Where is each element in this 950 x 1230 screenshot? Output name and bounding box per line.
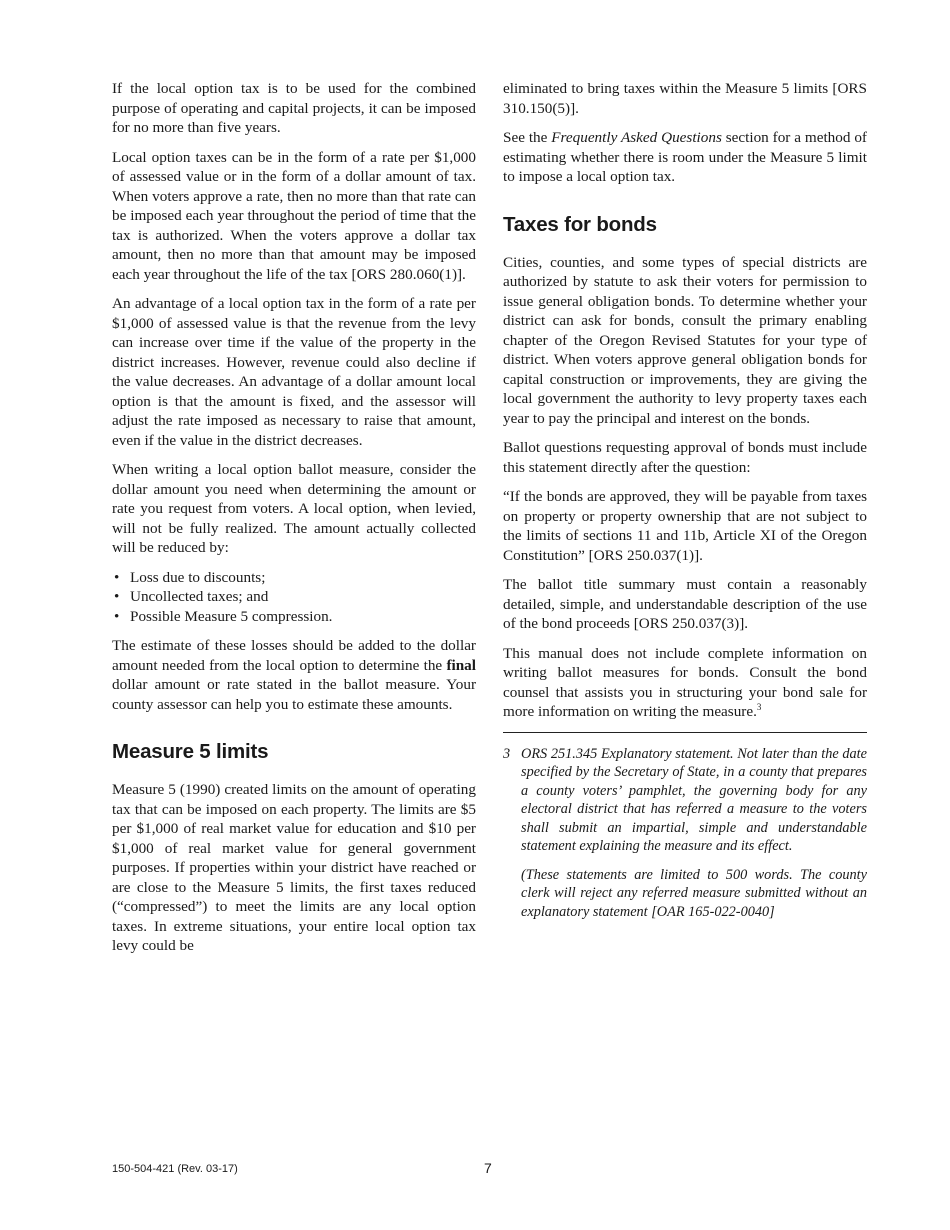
paragraph: The ballot title summary must contain a reasonably detailed, simple, and understandable description of the use of the bond proceeds [ORS 250.037(3)]. [503, 576, 867, 632]
section-heading-taxes-for-bonds: Taxes for bonds [503, 212, 657, 236]
text-run: This manual does not include complete information on writing ballot measures for bonds. Consult the bond counsel that assists you in structuring your bond sale for more information on writing the measure. [503, 644, 867, 720]
paragraph: When writing a local option ballot measure, consider the dollar amount you need when determining the amount or rate you request from voters. A local option, when levied, will not be fully realized. The amount actually collected will be reduced by: [112, 461, 476, 556]
list-item: • Loss due to discounts; [112, 568, 476, 588]
paragraph: Local option taxes can be in the form of a rate per $1,000 of assessed value or in the form of a dollar amount of tax. When voters approve a rate, then no more than that rate can be imposed each year throughout the period of time that the tax is authorized. When the voters approve a dollar tax amount, then no more than that amount may be imposed each year throughout the life of the tax [ORS 280.060(1)]. [112, 148, 476, 283]
paragraph: Ballot questions requesting approval of bonds must include this statement directly after the question: [503, 439, 867, 476]
left-column [112, 79, 476, 966]
paragraph [503, 128, 867, 187]
footnote-ref: 3 [756, 701, 762, 712]
footnote-text: ORS 251.345 Explanatory statement. Not later than the date specified by the Secretary of State, in a county that prepares a county voters’ pamphlet, the governing body for any electoral district that has referred a measure to the voters shall submit an impartial, simple and understandable statement explaining the measure and its effect. [521, 745, 867, 854]
form-number: 150-504-421 (Rev. 03-17) [112, 1163, 238, 1175]
paragraph [112, 636, 476, 714]
footnote-number: 3 [503, 745, 511, 762]
bold-text: final [446, 656, 476, 674]
right-column [503, 79, 867, 931]
paragraph: Measure 5 (1990) created limits on the amount of operating tax that can be imposed on each property. The limits are $5 per $1,000 of real market value for education and $10 per $1,000 of real market value for general government purposes. If properties within your district have reached or are close to the Measure 5 limits, the first taxes reduced (“compressed”) to meet the limits are any local option taxes. In extreme situations, your entire local option tax levy could be [112, 781, 476, 954]
loss-list [112, 568, 476, 627]
paragraph: If the local option tax is to be used for the combined purpose of operating and capital projects, it can be imposed for no more than five years. [112, 80, 476, 136]
paragraph: eliminated to bring taxes within the Measure 5 limits [ORS 310.150(5)]. [503, 80, 867, 117]
section-heading-measure-5: Measure 5 limits [112, 740, 269, 763]
italic-text: Frequently Asked Questions [551, 129, 722, 146]
list-item: • Uncollected taxes; and [112, 587, 476, 607]
footnote-text: (These statements are limited to 500 words. The county clerk will reject any referred measure submitted without an explanatory statement [OAR 165-022-0040] [521, 866, 867, 920]
paragraph: An advantage of a local option tax in the form of a rate per $1,000 of assessed value is that the revenue from the levy can increase over time if the value of the property in the district increases. However, revenue could also decline if the value decreases. An advantage of a dollar amount local option is that the amount is fixed, and the assessor will adjust the rate imposed as necessary to raise that amount, even if the value in the district decreases. [112, 295, 476, 449]
text-run: section for a method of estimating whether there is room under the Measure 5 limit to impose a local option tax. [503, 129, 867, 185]
paragraph [503, 644, 867, 722]
quoted-statement: “If the bonds are approved, they will be payable from taxes on property or property ownership that are not subject to the limits of sections 11 and 11b, Article XI of the Oregon Constitution” [ORS 250.037(1)]. [503, 488, 867, 564]
footnote [503, 745, 867, 922]
paragraph: Cities, counties, and some types of special districts are authorized by statute to ask their voters for permission to issue general obligation bonds. To determine whether your district can ask for bonds, consult the primary enabling chapter of the Oregon Revised Statutes for your type of district. When voters approve general obligation bonds for capital construction or improvements, they are giving the local government the authority to levy property taxes each year to pay the principal and interest on the bonds. [503, 253, 867, 427]
text-run: The estimate of these losses should be added to the dollar amount needed from the local option to determine the [112, 637, 476, 674]
footnote-divider [503, 732, 867, 733]
page-number: 7 [484, 1160, 492, 1176]
text-run: See the [503, 129, 548, 146]
text-run: dollar amount or rate stated in the ballot measure. Your county assessor can help you to estimate these amounts. [112, 676, 476, 713]
list-item: • Possible Measure 5 compression. [112, 607, 476, 627]
